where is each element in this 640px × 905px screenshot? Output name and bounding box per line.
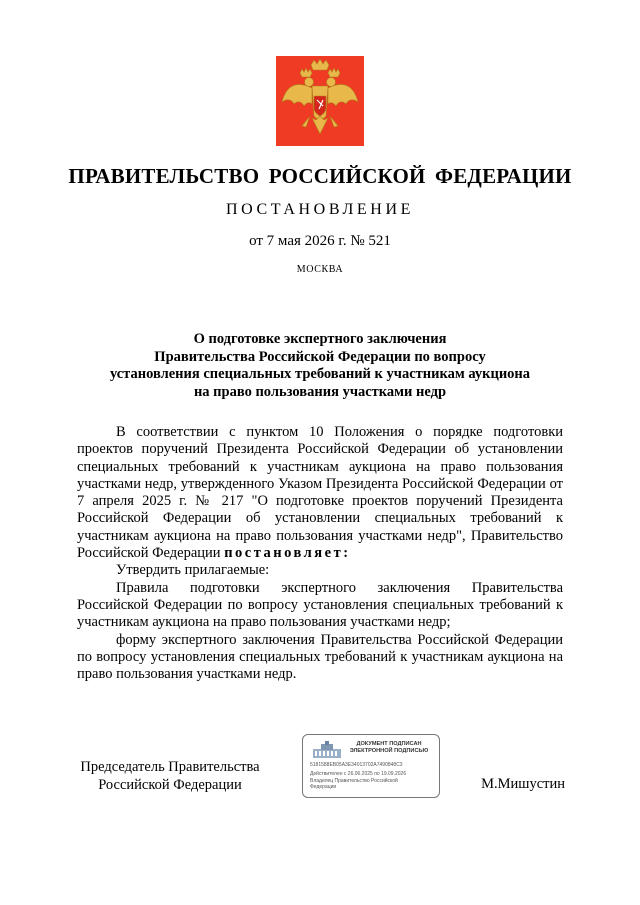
building-icon [312,741,342,764]
decree-word: постановляет: [224,545,351,562]
body-paragraph [77,424,563,562]
document-title [80,331,560,401]
document-type: ПОСТАНОВЛЕНИЕ [226,201,414,218]
stamp-title-line: ДОКУМЕНТ ПОДПИСАН [356,741,422,747]
electronic-signature-stamp [302,734,440,798]
body-paragraph: Утвердить прилагаемые: [116,562,270,579]
body-paragraph: Правила подготовки экспертного заключения Правительства Российской Федерации по вопросу установления специальных требований к участникам аукциона на право пользования участками недр; [77,579,563,631]
organization-name: ПРАВИТЕЛЬСТВО РОССИЙСКОЙ ФЕДЕРАЦИИ [68,164,572,188]
position-line: Российской Федерации [98,777,242,793]
stamp-title-line: ЭЛЕКТРОННОЙ ПОДПИСЬЮ [349,748,429,754]
body-paragraph: форму экспертного заключения Правительства Российской Федерации по вопросу установления специальных требований к участникам аукциона на право пользования участками недр. [77,631,563,683]
signatory-position [80,758,260,794]
document-city: МОСКВА [296,264,344,275]
validity-period: Действителен с 26.06.2025 по 19.09.2026 [310,771,407,777]
certificate-owner: Федерации [310,784,337,790]
coat-of-arms-icon [276,56,364,146]
title-line: Правительства Российской Федерации по вопросу [154,348,486,365]
certificate-owner: Владелец Правительство Российской [310,778,398,784]
title-line: на право пользования участками недр [193,383,447,400]
signatory-name: М.Мишустин [481,776,565,792]
preamble-text: В соответствии с пунктом 10 Положения о порядке подготовки проектов поручений Президента Российской Федерации об установлении специальных требований к участникам аукциона на право пользования участками недр, утвержденного Указом Президента Российской Федерации от 7 апреля 2025 г. № 217 "О подготовке проектов поручений Президента Российской Федерации об установлении специальных требований к участникам аукциона на право пользования участками недр", Правительство Российской Федерации [77,424,563,562]
position-line: Председатель Правительства [80,759,260,775]
stamp-title [345,741,433,755]
document-date-number: от 7 мая 2026 г. № 521 [249,233,391,249]
certificate-number: 5181588EB05A3E34013702A7490848C3 [310,762,403,768]
title-line: О подготовке экспертного заключения [193,331,447,347]
document-body [77,424,563,683]
title-line: установления специальных требований к участникам аукциона [109,366,531,382]
